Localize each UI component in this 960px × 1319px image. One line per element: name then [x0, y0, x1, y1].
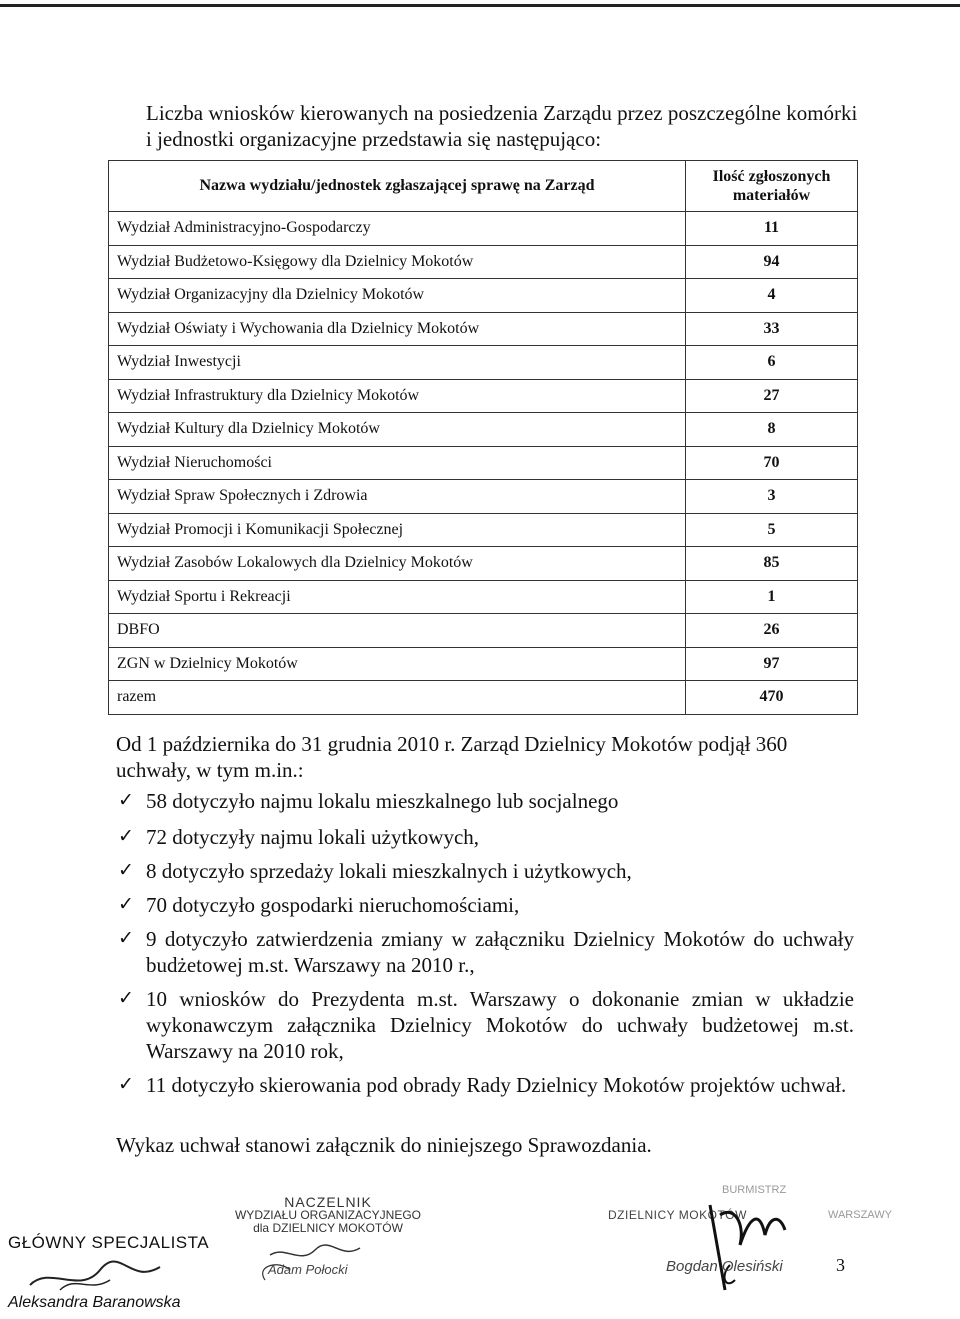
count-cell: 4 [686, 279, 858, 313]
count-cell: 85 [686, 547, 858, 581]
right-stamp-title: DZIELNICY MOKOTÓW [608, 1208, 747, 1222]
count-cell: 97 [686, 647, 858, 681]
table-body [109, 212, 858, 715]
unit-name-cell: Wydział Inwestycji [109, 346, 686, 380]
count-cell: 33 [686, 312, 858, 346]
header-count: Ilość zgłoszonych materiałów [686, 161, 858, 212]
table-row [109, 346, 858, 380]
list-item-text: 72 dotyczyły najmu lokali użytkowych, [146, 825, 480, 849]
unit-name-cell: Wydział Oświaty i Wychowania dla Dzielnicy Mokotów [109, 312, 686, 346]
count-cell: 470 [686, 681, 858, 715]
unit-name-cell: Wydział Administracyjno-Gospodarczy [109, 212, 686, 246]
closing-sentence: Wykaz uchwał stanowi załącznik do niniejszego Sprawozdania. [116, 1133, 652, 1157]
table-header-row [109, 161, 858, 212]
count-cell: 70 [686, 446, 858, 480]
unit-name-cell: Wydział Promocji i Komunikacji Społecznej [109, 513, 686, 547]
check-icon: ✓ [118, 826, 134, 847]
resolutions-paragraph: Od 1 października do 31 grudnia 2010 r. Zarząd Dzielnicy Mokotów podjął 360 uchwały, w tym m.in.: [116, 732, 788, 782]
count-cell: 27 [686, 379, 858, 413]
count-cell: 11 [686, 212, 858, 246]
list-item [116, 926, 854, 978]
right-signature-scrawl [690, 1195, 800, 1305]
table-row [109, 647, 858, 681]
resolutions-checklist [116, 788, 854, 1106]
list-item [116, 1072, 854, 1098]
table-row [109, 614, 858, 648]
right-stamp-heading: BURMISTRZ [722, 1184, 787, 1196]
list-item [116, 824, 854, 850]
table-row [109, 312, 858, 346]
unit-name-cell: Wydział Zasobów Lokalowych dla Dzielnicy Mokotów [109, 547, 686, 581]
list-item-text: 11 dotyczyło skierowania pod obrady Rady Dzielnicy Mokotów projektów uchwał. [146, 1073, 847, 1097]
page-number: 3 [836, 1255, 845, 1275]
table-row [109, 513, 858, 547]
list-item [116, 986, 854, 1064]
table-row [109, 245, 858, 279]
table-row [109, 413, 858, 447]
check-icon: ✓ [118, 1074, 134, 1095]
unit-name-cell: Wydział Nieruchomości [109, 446, 686, 480]
count-cell: 94 [686, 245, 858, 279]
left-signatory-name: Aleksandra Baranowska [8, 1294, 181, 1311]
table-row [109, 681, 858, 715]
middle-stamp-line2: dla DZIELNICY MOKOTÓW [253, 1221, 403, 1235]
unit-name-cell: DBFO [109, 614, 686, 648]
count-cell: 1 [686, 580, 858, 614]
list-item-text: 8 dotyczyło sprzedaży lokali mieszkalnych i użytkowych, [146, 859, 632, 883]
unit-name-cell: Wydział Organizacyjny dla Dzielnicy Mokotów [109, 279, 686, 313]
list-item-text: 58 dotyczyło najmu lokalu mieszkalnego lub socjalnego [146, 789, 619, 813]
unit-name-cell: Wydział Budżetowo-Księgowy dla Dzielnicy Mokotów [109, 245, 686, 279]
list-item [116, 892, 854, 918]
unit-name-cell: Wydział Kultury dla Dzielnicy Mokotów [109, 413, 686, 447]
check-icon: ✓ [118, 860, 134, 881]
check-icon: ✓ [118, 988, 134, 1009]
middle-stamp-line1: WYDZIAŁU ORGANIZACYJNEGO [234, 1208, 422, 1222]
count-cell: 8 [686, 413, 858, 447]
list-item-text: 9 dotyczyło zatwierdzenia zmiany w załączniku Dzielnicy Mokotów do uchwały budżetowej m.st. Warszawy na 2010 r., [146, 927, 854, 977]
unit-name-cell: Wydział Sportu i Rekreacji [109, 580, 686, 614]
submissions-table [108, 160, 858, 715]
right-signatory-name: Bogdan Olesiński [666, 1258, 783, 1275]
table-row [109, 547, 858, 581]
middle-stamp-heading: NACZELNIK [284, 1194, 372, 1210]
table-row [109, 480, 858, 514]
count-cell: 5 [686, 513, 858, 547]
table-row [109, 379, 858, 413]
unit-name-cell: Wydział Spraw Społecznych i Zdrowia [109, 480, 686, 514]
unit-name-cell: razem [109, 681, 686, 715]
header-unit-name: Nazwa wydziału/jednostek zgłaszającej sprawę na Zarząd [109, 161, 686, 212]
table-row [109, 279, 858, 313]
list-item-text: 70 dotyczyło gospodarki nieruchomościami, [146, 893, 520, 917]
list-item-text: 10 wniosków do Prezydenta m.st. Warszawy o dokonanie zmian w układzie wykonawczym załącznika Dzielnicy Mokotów do uchwały budżetowej m.st. Warszawy na 2010 rok, [146, 987, 854, 1063]
table-row [109, 580, 858, 614]
right-stamp-title-2: WARSZAWY [828, 1209, 892, 1221]
unit-name-cell: ZGN w Dzielnicy Mokotów [109, 647, 686, 681]
list-item [116, 858, 854, 884]
intro-text: Liczba wniosków kierowanych na posiedzenia Zarządu przez poszczególne komórki i jednostki organizacyjne przedstawia się następująco: [146, 101, 858, 151]
check-icon: ✓ [118, 894, 134, 915]
middle-signatory-name: Adam Połocki [268, 1262, 348, 1277]
count-cell: 6 [686, 346, 858, 380]
list-item [116, 788, 854, 814]
table-row [109, 446, 858, 480]
check-icon: ✓ [118, 928, 134, 949]
table-row [109, 212, 858, 246]
left-signatory-title: GŁÓWNY SPECJALISTA [8, 1233, 210, 1252]
check-icon: ✓ [118, 790, 134, 811]
count-cell: 3 [686, 480, 858, 514]
count-cell: 26 [686, 614, 858, 648]
top-rule [0, 4, 960, 7]
unit-name-cell: Wydział Infrastruktury dla Dzielnicy Mokotów [109, 379, 686, 413]
middle-stamp [218, 1196, 438, 1235]
